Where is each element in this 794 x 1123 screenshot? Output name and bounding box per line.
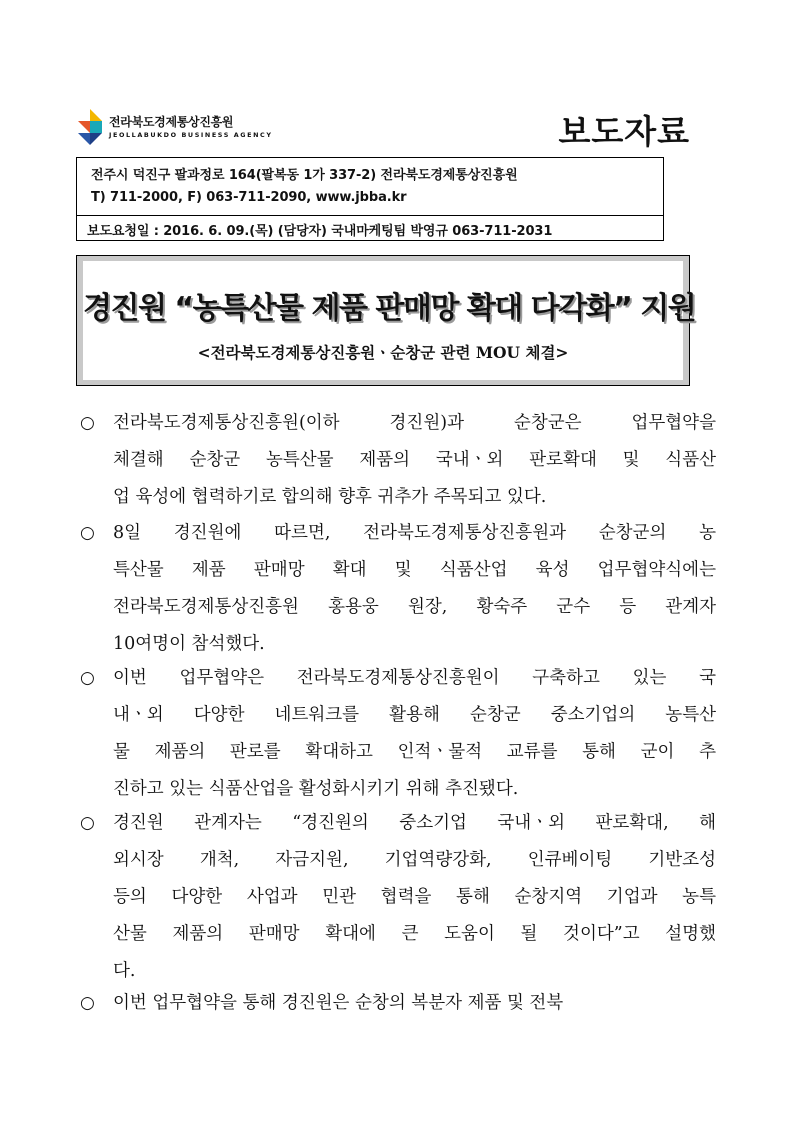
paragraph-line: 진하고 있는 식품산업을 활성화시키기 위해 추진됐다. [113, 779, 519, 799]
contact-info-box [76, 157, 664, 241]
info-divider [77, 215, 663, 216]
paragraph-line: 이번 업무협약은 전라북도경제통상진흥원이 구축하고 있는 국 [113, 668, 716, 688]
paragraph-line: 10여명이 참석했다. [113, 634, 265, 654]
paragraph-line: 다. [113, 961, 136, 981]
org-name-ko: 전라북도경제통상진흥원 [109, 115, 234, 129]
paragraph-line: 등의 다양한 사업과 민관 협력을 통해 순창지역 기업과 농특 [113, 887, 716, 907]
paragraph-line: 특산물 제품 판매망 확대 및 식품산업 육성 업무협약식에는 [113, 560, 716, 580]
headline-inner [83, 261, 696, 380]
headline-subtitle: <전라북도경제통상진흥원ㆍ순창군 관련 MOU 체결> [197, 343, 569, 362]
header [76, 104, 694, 154]
paragraph-line: 경진원 관계자는 “경진원의 중소기업 국내ㆍ외 판로확대, 해 [113, 813, 716, 833]
paragraph-line: 8일 경진원에 따르면, 전라북도경제통상진흥원과 순창군의 농 [113, 523, 716, 543]
paragraph-line: 산물 제품의 판매망 확대에 큰 도움이 될 것이다”고 설명했 [113, 924, 716, 944]
paragraph-line: 체결해 순창군 농특산물 제품의 국내ㆍ외 판로확대 및 식품산 [113, 450, 716, 470]
bullet-circle: ○ [80, 993, 95, 1013]
headline-title: 경진원 “농특산물 제품 판매망 확대 다각화” 지원 [83, 291, 696, 326]
request-line: 보도요청일 : 2016. 6. 09.(목) (담당자) 국내마케팅팀 박영규 063-711-2031 [87, 224, 553, 239]
paragraph-line: 이번 업무협약을 통해 경진원은 순창의 복분자 제품 및 전북 [113, 993, 564, 1013]
paragraph-line: 물 제품의 판로를 확대하고 인적ㆍ물적 교류를 통해 군이 추 [113, 742, 716, 762]
paragraph-line: 외시장 개척, 자금지원, 기업역량강화, 인큐베이팅 기반조성 [113, 850, 716, 870]
contact-line: T) 711-2000, F) 063-711-2090, www.jbba.kr [91, 190, 407, 205]
bullet-circle: ○ [80, 413, 95, 433]
org-logo-icon [76, 109, 106, 147]
paragraph-line: 전라북도경제통상진흥원 홍용웅 원장, 황숙주 군수 등 관계자 [113, 597, 716, 617]
address-line: 전주시 덕진구 팔과정로 164(팔복동 1가 337-2) 전라북도경제통상진흥원 [91, 168, 518, 183]
bullet-circle: ○ [80, 668, 95, 688]
bullet-circle: ○ [80, 813, 95, 833]
headline-box [76, 255, 696, 386]
paragraph-line: 전라북도경제통상진흥원(이하 경진원)과 순창군은 업무협약을 [113, 413, 716, 433]
paragraph-line: 내ㆍ외 다양한 네트워크를 활용해 순창군 중소기업의 농특산 [113, 705, 716, 725]
paragraph-line: 업 육성에 협력하기로 합의해 향후 귀추가 주목되고 있다. [113, 487, 547, 507]
doc-type-title: 보도자료 [558, 112, 690, 151]
org-logo [76, 107, 276, 151]
bullet-circle: ○ [80, 523, 95, 543]
org-name-en: JEOLLABUKDO BUSINESS AGENCY [109, 131, 273, 139]
